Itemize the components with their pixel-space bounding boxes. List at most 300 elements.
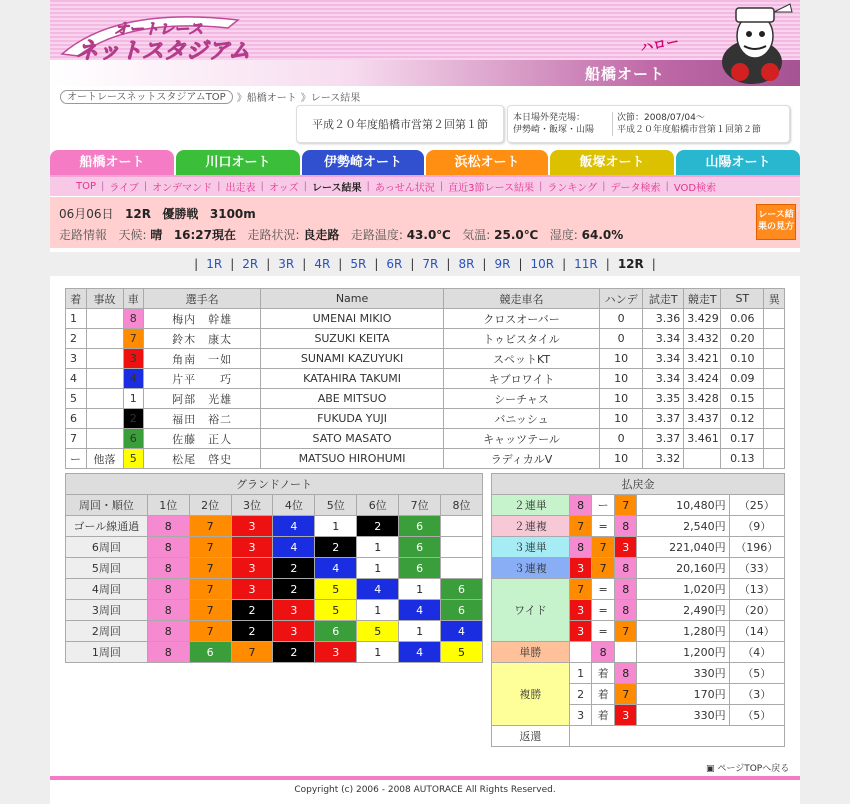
lap-position-cell: 5 bbox=[441, 642, 483, 663]
result-st: 0.20 bbox=[721, 329, 764, 349]
payout-amount: 221,040円 bbox=[637, 537, 729, 558]
result-trial: 3.34 bbox=[643, 369, 684, 389]
race-nav-separator: | bbox=[562, 257, 567, 271]
lap-position-cell: 2 bbox=[273, 558, 315, 579]
results-header: 選手名 bbox=[144, 289, 261, 309]
meet-title-box: 平成２０年度船橋市営第２回第１節 bbox=[296, 105, 504, 143]
breadcrumb bbox=[60, 89, 360, 104]
bet-type: ３連単 bbox=[492, 537, 570, 558]
result-pos: 5 bbox=[66, 389, 87, 409]
result-hd: 10 bbox=[600, 369, 643, 389]
result-ab bbox=[764, 409, 785, 429]
payout-row bbox=[492, 537, 785, 558]
subnav-item[interactable]: レース結果 bbox=[312, 183, 362, 194]
result-en: SATO MASATO bbox=[261, 429, 444, 449]
race-nav-link[interactable]: 11R bbox=[574, 257, 598, 271]
result-acc bbox=[86, 309, 123, 329]
lap-position-cell: 3 bbox=[273, 621, 315, 642]
result-ab bbox=[764, 449, 785, 469]
race-nav-link[interactable]: 6R bbox=[386, 257, 403, 271]
lap-position-cell: 5 bbox=[315, 600, 357, 621]
payout-row bbox=[492, 558, 785, 579]
bet-car: 8 bbox=[614, 516, 637, 537]
result-ab bbox=[764, 389, 785, 409]
result-bike: バニッシュ bbox=[443, 409, 599, 429]
bet-symbol: 7 bbox=[592, 558, 615, 579]
race-nav-link[interactable]: 5R bbox=[350, 257, 367, 271]
popularity: （5） bbox=[729, 705, 784, 726]
bet-type: 返還 bbox=[492, 726, 570, 747]
subnav-item[interactable]: ランキング bbox=[547, 183, 598, 194]
lap-position-cell: 1 bbox=[357, 537, 399, 558]
sub-navigation bbox=[50, 175, 800, 196]
bet-car: 7 bbox=[614, 684, 637, 705]
lap-position-cell: 4 bbox=[315, 558, 357, 579]
race-header-line bbox=[59, 205, 256, 222]
result-car: 7 bbox=[123, 329, 144, 349]
result-name[interactable]: 片平 巧 bbox=[144, 369, 261, 389]
breadcrumb-venue-link[interactable]: 》船橋オート bbox=[236, 93, 297, 104]
result-trial: 3.37 bbox=[643, 409, 684, 429]
bet-type: 単勝 bbox=[492, 642, 570, 663]
result-trial: 3.34 bbox=[643, 349, 684, 369]
lap-position-cell bbox=[441, 558, 483, 579]
venue-tabs bbox=[50, 150, 800, 175]
svg-text:ネットスタジアム: ネットスタジアム bbox=[76, 39, 251, 62]
lap-position-cell: 7 bbox=[189, 537, 231, 558]
bet-symbol: ー bbox=[592, 495, 615, 516]
result-hd: 0 bbox=[600, 429, 643, 449]
result-ab bbox=[764, 429, 785, 449]
grand-note-header: 8位 bbox=[441, 495, 483, 516]
grand-note-row bbox=[66, 537, 483, 558]
lap-position-cell: 8 bbox=[147, 579, 189, 600]
breadcrumb-current: 》レース結果 bbox=[300, 93, 361, 104]
subnav-separator: | bbox=[366, 181, 370, 192]
race-number: 12R bbox=[125, 207, 151, 221]
race-nav-separator: | bbox=[230, 257, 235, 271]
track-condition-label: 走路状況: bbox=[247, 228, 300, 242]
fukusho-chaku: 着 bbox=[592, 684, 615, 705]
page-top-label: ページTOPへ戻る bbox=[717, 764, 790, 774]
result-st: 0.10 bbox=[721, 349, 764, 369]
race-nav-link[interactable]: 9R bbox=[494, 257, 511, 271]
subnav-separator: | bbox=[439, 181, 444, 192]
lap-position-cell bbox=[441, 516, 483, 537]
track-info-line bbox=[59, 226, 623, 243]
results-header: 異 bbox=[764, 289, 785, 309]
payout-row bbox=[492, 495, 785, 516]
copyright: Copyright (c) 2006 - 2008 AUTORACE All Rights Reserved. bbox=[294, 785, 556, 795]
result-acc bbox=[86, 389, 123, 409]
popularity: （20） bbox=[729, 600, 784, 621]
result-name[interactable]: 佐藤 正人 bbox=[144, 429, 261, 449]
result-pos: 2 bbox=[66, 329, 87, 349]
race-nav-link[interactable]: 2R bbox=[242, 257, 259, 271]
bet-symbol: = bbox=[592, 600, 615, 621]
weather-label: 天候: bbox=[118, 228, 147, 242]
lap-position-cell: 3 bbox=[273, 600, 315, 621]
fukusho-rank: 1 bbox=[569, 663, 592, 684]
lap-position-cell: 7 bbox=[189, 516, 231, 537]
lap-position-cell: 3 bbox=[231, 537, 273, 558]
how-to-read-results-button[interactable]: レース結果の見方 bbox=[756, 204, 796, 240]
lap-label: 2周回 bbox=[66, 621, 148, 642]
payout-amount: 1,280円 bbox=[637, 621, 729, 642]
race-distance: 3100m bbox=[209, 207, 256, 221]
race-nav-separator: | bbox=[446, 257, 451, 271]
lap-position-cell: 7 bbox=[189, 600, 231, 621]
bet-car: 3 bbox=[569, 621, 592, 642]
result-car: 6 bbox=[123, 429, 144, 449]
tab-hamamatsu[interactable]: 浜松オート bbox=[426, 150, 548, 175]
result-bike: ラディカルV bbox=[443, 449, 599, 469]
race-nav-link[interactable]: 4R bbox=[314, 257, 331, 271]
race-date: 06月06日 bbox=[59, 207, 114, 221]
sales-info-box bbox=[507, 105, 790, 143]
track-info-label: 走路情報 bbox=[59, 228, 108, 242]
lap-position-cell: 6 bbox=[399, 558, 441, 579]
lap-position-cell: 8 bbox=[147, 642, 189, 663]
results-header: Name bbox=[261, 289, 444, 309]
result-ab bbox=[764, 309, 785, 329]
bet-car: 8 bbox=[614, 600, 637, 621]
result-pos: 1 bbox=[66, 309, 87, 329]
result-name[interactable]: 梅内 幹雄 bbox=[144, 309, 261, 329]
site-logo[interactable] bbox=[58, 10, 273, 62]
bet-car: 3 bbox=[569, 600, 592, 621]
result-st: 0.12 bbox=[721, 409, 764, 429]
grand-note-row bbox=[66, 558, 483, 579]
result-row bbox=[66, 409, 785, 429]
grand-note-header: 7位 bbox=[399, 495, 441, 516]
grand-note-header: 2位 bbox=[189, 495, 231, 516]
result-pos: ー bbox=[66, 449, 87, 469]
lap-position-cell: 4 bbox=[357, 579, 399, 600]
breadcrumb-top-link[interactable]: オートレースネットスタジアムTOP bbox=[60, 90, 233, 104]
track-temp-label: 走路温度: bbox=[350, 228, 403, 242]
payout-amount: 170円 bbox=[637, 684, 729, 705]
result-en: SUZUKI KEITA bbox=[261, 329, 444, 349]
subnav-item[interactable]: 出走表 bbox=[225, 183, 256, 194]
results-header: 着 bbox=[66, 289, 87, 309]
empty-cell bbox=[569, 642, 592, 663]
result-bike: シーチャス bbox=[443, 389, 599, 409]
bet-type: 複勝 bbox=[492, 663, 570, 726]
popularity: （3） bbox=[729, 684, 784, 705]
grand-note-header: 6位 bbox=[357, 495, 399, 516]
payout-amount: 1,020円 bbox=[637, 579, 729, 600]
bet-car: 7 bbox=[614, 621, 637, 642]
popularity: （13） bbox=[729, 579, 784, 600]
air-temp-label: 気温: bbox=[462, 228, 491, 242]
result-hd: 0 bbox=[600, 309, 643, 329]
result-name[interactable]: 福田 裕二 bbox=[144, 409, 261, 429]
payout-row-fukusho bbox=[492, 663, 785, 684]
race-nav-current: 12R bbox=[617, 257, 644, 271]
race-info bbox=[50, 197, 800, 248]
lap-position-cell: 4 bbox=[441, 621, 483, 642]
result-name[interactable]: 鈴木 康太 bbox=[144, 329, 261, 349]
subnav-separator: | bbox=[260, 181, 264, 192]
subnav-item[interactable]: ライブ bbox=[109, 183, 139, 194]
race-nav-link[interactable]: 3R bbox=[278, 257, 295, 271]
footer-line bbox=[50, 776, 800, 780]
lap-position-cell: 8 bbox=[147, 558, 189, 579]
subnav-item[interactable]: 直近3節レース結果 bbox=[448, 183, 535, 194]
grand-note-table bbox=[65, 473, 483, 663]
payout-amount: 2,490円 bbox=[637, 600, 729, 621]
race-nav-separator: | bbox=[518, 257, 523, 271]
lap-position-cell: 4 bbox=[273, 537, 315, 558]
result-st: 0.13 bbox=[721, 449, 764, 469]
popularity: （25） bbox=[729, 495, 784, 516]
result-pos: 7 bbox=[66, 429, 87, 449]
grand-note-row bbox=[66, 621, 483, 642]
bet-car: 8 bbox=[592, 642, 615, 663]
popularity: （14） bbox=[729, 621, 784, 642]
empty-cell bbox=[614, 642, 637, 663]
bet-car: 3 bbox=[614, 537, 637, 558]
result-acc bbox=[86, 369, 123, 389]
lap-position-cell bbox=[441, 537, 483, 558]
subnav-separator: | bbox=[143, 181, 148, 192]
result-en: MATSUO HIROHUMI bbox=[261, 449, 444, 469]
lap-position-cell: 1 bbox=[357, 642, 399, 663]
track-condition-value: 良走路 bbox=[303, 228, 340, 242]
bet-type: ２連複 bbox=[492, 516, 570, 537]
subnav-item[interactable]: オッズ bbox=[268, 183, 299, 194]
lap-position-cell: 2 bbox=[273, 642, 315, 663]
bet-symbol: = bbox=[592, 579, 615, 600]
offsite-sales-label: 本日場外発売場： bbox=[513, 113, 586, 123]
bet-car: 7 bbox=[614, 495, 637, 516]
grand-note-row bbox=[66, 516, 483, 537]
mascot-icon bbox=[710, 2, 800, 86]
grand-note-header: 4位 bbox=[273, 495, 315, 516]
result-row bbox=[66, 349, 785, 369]
grand-note-header: 5位 bbox=[315, 495, 357, 516]
humidity-value: 64.0% bbox=[581, 228, 624, 242]
popularity: （196） bbox=[729, 537, 784, 558]
bet-car: 7 bbox=[569, 516, 592, 537]
tab-iizuka[interactable]: 飯塚オート bbox=[550, 150, 674, 175]
fukusho-rank: 3 bbox=[569, 705, 592, 726]
results-header: 競走T bbox=[684, 289, 721, 309]
result-race: 3.428 bbox=[684, 389, 721, 409]
result-hd: 0 bbox=[600, 329, 643, 349]
grand-note-row bbox=[66, 579, 483, 600]
result-car: 8 bbox=[123, 309, 144, 329]
result-en: ABE MITSUO bbox=[261, 389, 444, 409]
result-en: UMENAI MIKIO bbox=[261, 309, 444, 329]
payout-amount: 330円 bbox=[637, 663, 729, 684]
result-st: 0.17 bbox=[721, 429, 764, 449]
page-top-link[interactable]: ▣ ページTOPへ戻る bbox=[706, 764, 790, 774]
tab-isesaki[interactable]: 伊勢崎オート bbox=[302, 150, 424, 175]
race-nav-link[interactable]: 7R bbox=[422, 257, 439, 271]
subnav-item[interactable]: VOD検索 bbox=[673, 183, 717, 194]
subnav-separator: | bbox=[665, 181, 669, 192]
result-race: 3.429 bbox=[684, 309, 721, 329]
lap-position-cell: 3 bbox=[231, 516, 273, 537]
subnav-item[interactable]: TOP bbox=[76, 181, 97, 192]
lap-label: 4周回 bbox=[66, 579, 148, 600]
lap-position-cell: 3 bbox=[231, 558, 273, 579]
result-st: 0.09 bbox=[721, 369, 764, 389]
subnav-separator: | bbox=[303, 181, 307, 192]
race-nav-separator: | bbox=[266, 257, 271, 271]
fukusho-rank: 2 bbox=[569, 684, 592, 705]
result-hd: 10 bbox=[600, 349, 643, 369]
result-row bbox=[66, 389, 785, 409]
lap-position-cell: 2 bbox=[315, 537, 357, 558]
lap-position-cell: 4 bbox=[399, 600, 441, 621]
tab-sanyo[interactable]: 山陽オート bbox=[676, 150, 800, 175]
result-hd: 10 bbox=[600, 409, 643, 429]
lap-position-cell: 1 bbox=[357, 558, 399, 579]
payout-amount: 2,540円 bbox=[637, 516, 729, 537]
bet-car: 8 bbox=[614, 558, 637, 579]
race-number-nav bbox=[50, 252, 800, 276]
subnav-item[interactable]: あっせん状況 bbox=[374, 183, 435, 194]
result-trial: 3.35 bbox=[643, 389, 684, 409]
bet-type: ワイド bbox=[492, 579, 570, 642]
result-st: 0.06 bbox=[721, 309, 764, 329]
lap-label: 1周回 bbox=[66, 642, 148, 663]
result-acc bbox=[86, 349, 123, 369]
popularity: （5） bbox=[729, 663, 784, 684]
lap-position-cell: 1 bbox=[399, 579, 441, 600]
race-name: 優勝戦 bbox=[162, 207, 199, 221]
result-name[interactable]: 角南 一如 bbox=[144, 349, 261, 369]
lap-label: ゴール線通過 bbox=[66, 516, 148, 537]
next-meet-name: 平成２０年度船橋市営第１回第２節 bbox=[617, 125, 762, 135]
race-nav-separator: | bbox=[482, 257, 487, 271]
payout-amount: 330円 bbox=[637, 705, 729, 726]
lap-position-cell: 6 bbox=[399, 537, 441, 558]
lap-position-cell: 2 bbox=[231, 621, 273, 642]
grand-note-row bbox=[66, 600, 483, 621]
subnav-item[interactable]: データ検索 bbox=[610, 183, 661, 194]
result-ab bbox=[764, 349, 785, 369]
result-row bbox=[66, 309, 785, 329]
lap-position-cell: 7 bbox=[189, 579, 231, 600]
result-car: 1 bbox=[123, 389, 144, 409]
lap-position-cell: 7 bbox=[189, 621, 231, 642]
race-nav-separator: | bbox=[194, 257, 199, 271]
lap-position-cell: 8 bbox=[147, 537, 189, 558]
result-race: 3.424 bbox=[684, 369, 721, 389]
lap-label: 3周回 bbox=[66, 600, 148, 621]
bet-car: 8 bbox=[614, 579, 637, 600]
fukusho-chaku: 着 bbox=[592, 705, 615, 726]
payout-row bbox=[492, 516, 785, 537]
result-pos: 6 bbox=[66, 409, 87, 429]
lap-position-cell: 5 bbox=[357, 621, 399, 642]
lap-position-cell: 8 bbox=[147, 516, 189, 537]
payout-row-tansho bbox=[492, 642, 785, 663]
next-meet-date: 次節：2008/07/04〜 bbox=[617, 113, 705, 123]
popularity: （4） bbox=[729, 642, 784, 663]
tab-kawaguchi[interactable]: 川口オート bbox=[176, 150, 300, 175]
result-trial: 3.36 bbox=[643, 309, 684, 329]
result-acc: 他落 bbox=[86, 449, 123, 469]
result-car: 2 bbox=[123, 409, 144, 429]
result-car: 5 bbox=[123, 449, 144, 469]
lap-position-cell: 1 bbox=[399, 621, 441, 642]
venue-title: 船橋オート bbox=[585, 65, 666, 83]
results-header: ST bbox=[721, 289, 764, 309]
payout-amount: 20,160円 bbox=[637, 558, 729, 579]
payout-title: 払戻金 bbox=[492, 474, 785, 495]
race-nav-link[interactable]: 8R bbox=[458, 257, 475, 271]
race-nav-link[interactable]: 10R bbox=[530, 257, 555, 271]
result-car: 3 bbox=[123, 349, 144, 369]
result-acc bbox=[86, 409, 123, 429]
result-trial: 3.34 bbox=[643, 329, 684, 349]
lap-position-cell: 7 bbox=[189, 558, 231, 579]
bet-symbol: = bbox=[592, 516, 615, 537]
grand-note-header: 3位 bbox=[231, 495, 273, 516]
result-name[interactable]: 阿部 光雄 bbox=[144, 389, 261, 409]
result-en: FUKUDA YUJI bbox=[261, 409, 444, 429]
lap-position-cell: 1 bbox=[315, 516, 357, 537]
result-hd: 10 bbox=[600, 389, 643, 409]
result-trial: 3.32 bbox=[643, 449, 684, 469]
lap-position-cell: 1 bbox=[357, 600, 399, 621]
lap-position-cell: 6 bbox=[441, 600, 483, 621]
result-row bbox=[66, 329, 785, 349]
track-temp-value: 43.0℃ bbox=[406, 228, 451, 242]
race-nav-separator: | bbox=[651, 257, 656, 271]
lap-position-cell: 4 bbox=[273, 516, 315, 537]
subnav-separator: | bbox=[101, 181, 105, 192]
bet-type: ３連複 bbox=[492, 558, 570, 579]
result-row bbox=[66, 369, 785, 389]
result-acc bbox=[86, 329, 123, 349]
subnav-item[interactable]: オンデマンド bbox=[152, 183, 213, 194]
grand-note-header: 1位 bbox=[147, 495, 189, 516]
lap-position-cell: 6 bbox=[399, 516, 441, 537]
lap-position-cell: 7 bbox=[231, 642, 273, 663]
observation-time: 16:27現在 bbox=[173, 228, 237, 242]
result-bike: クロスオーバー bbox=[443, 309, 599, 329]
lap-position-cell: 6 bbox=[441, 579, 483, 600]
payout-row-wide bbox=[492, 579, 785, 600]
result-row bbox=[66, 449, 785, 469]
tab-funabashi[interactable]: 船橋オート bbox=[50, 150, 174, 175]
site-header bbox=[50, 0, 800, 86]
empty-cell bbox=[569, 726, 784, 747]
payout-row-henkan bbox=[492, 726, 785, 747]
race-nav-separator: | bbox=[605, 257, 610, 271]
race-nav-separator: | bbox=[302, 257, 307, 271]
lap-position-cell: 2 bbox=[273, 579, 315, 600]
weather-value: 晴 bbox=[150, 228, 163, 242]
race-nav-link[interactable]: 1R bbox=[206, 257, 223, 271]
race-nav-separator: | bbox=[374, 257, 379, 271]
lap-position-cell: 8 bbox=[147, 600, 189, 621]
payout-amount: 1,200円 bbox=[637, 642, 729, 663]
result-name[interactable]: 松尾 啓史 bbox=[144, 449, 261, 469]
result-bike: スペットKT bbox=[443, 349, 599, 369]
result-race: 3.461 bbox=[684, 429, 721, 449]
bet-car: 8 bbox=[569, 495, 592, 516]
hello-text: ハロー bbox=[639, 34, 681, 57]
results-header: 車 bbox=[123, 289, 144, 309]
popularity: （33） bbox=[729, 558, 784, 579]
